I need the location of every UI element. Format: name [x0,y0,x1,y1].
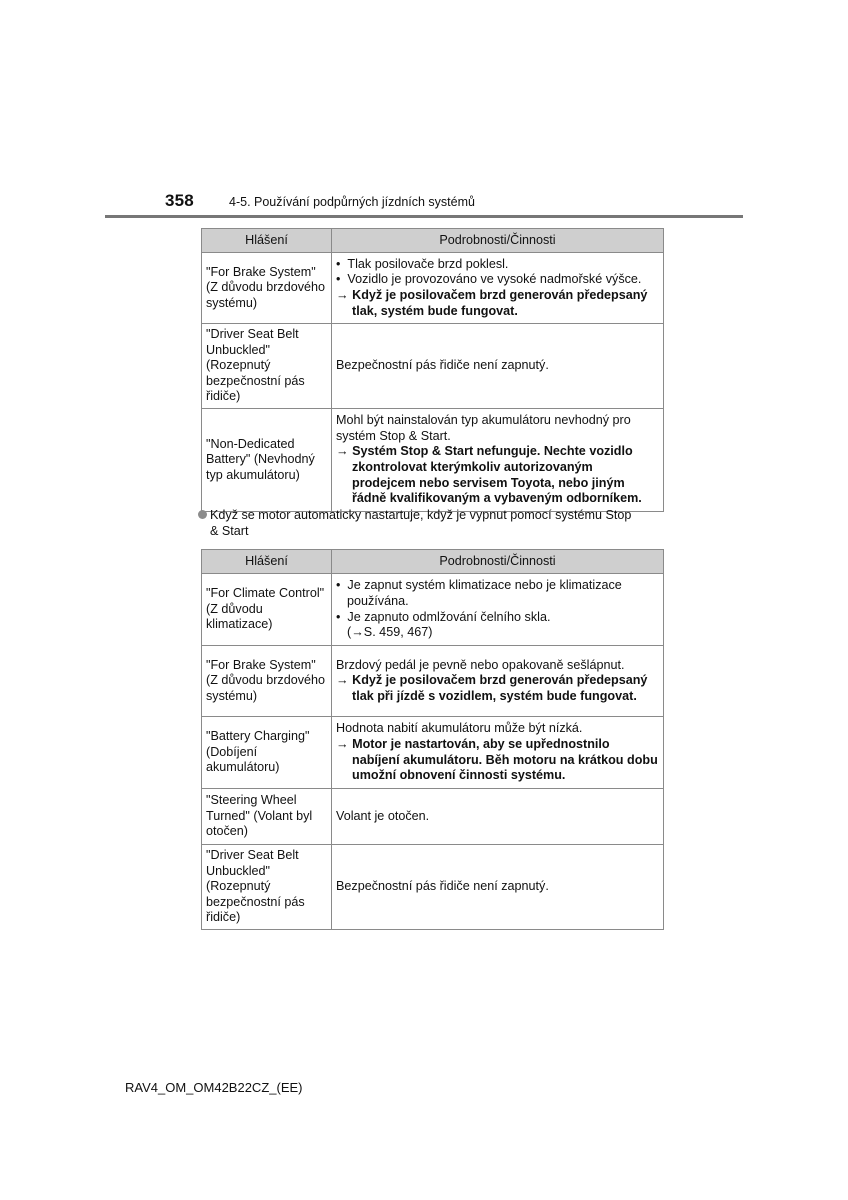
action-item: → Když je posilovačem brzd generován předepsaný tlak, systém bude fungovat. [336,288,648,318]
column-header-message: Hlášení [202,550,332,574]
arrow-icon: → [336,288,349,302]
bullet-item: • Je zapnuto odmlžování čelního skla. [336,609,551,624]
bullet-item: • Vozidlo je provozováno ve vysoké nadmořské výšce. [336,272,642,287]
arrow-icon: → [336,444,349,459]
action-item: → Motor je nastartován, aby se upřednostnilo nabíjení akumulátoru. Běh motoru na krátkou dobu umožní obnovení činnosti systému. [336,736,658,783]
message-cell: "Steering Wheel Turned" (Volant byl otočen) [202,789,332,845]
details-cell: Volant je otočen. [332,789,664,845]
detail-text: Hodnota nabití akumulátoru může být nízká. [336,721,583,736]
bullet-dot-icon [198,510,207,519]
note-paragraph: Když se motor automaticky nastartuje, když je vypnut pomocí systému Stop & Start [198,508,668,539]
header-rule [105,215,743,218]
details-cell: Bezpečnostní pás řidiče není zapnutý. [332,845,664,930]
column-header-details: Podrobnosti/Činnosti [332,550,664,574]
document-code: RAV4_OM_OM42B22CZ_(EE) [125,1080,303,1095]
message-cell: "Battery Charging" (Dobíjení akumulátoru) [202,717,332,789]
details-cell [332,253,664,324]
details-cell [332,408,664,511]
detail-text: Mohl být nainstalován typ akumulátoru nevhodný pro systém Stop & Start. [336,413,631,443]
details-cell: Bezpečnostní pás řidiče není zapnutý. [332,324,664,409]
bullet-item: • Je zapnut systém klimatizace nebo je klimatizace používána. [336,578,622,608]
table-row [202,408,664,511]
message-cell: "For Brake System" (Z důvodu brzdového systému) [202,253,332,324]
table-row [202,253,664,324]
table-row [202,646,664,717]
table-stop-start-messages [201,228,664,512]
arrow-icon: → [336,673,349,688]
table-row [202,324,664,409]
message-cell: "Driver Seat Belt Unbuckled" (Rozepnutý bezpečnostní pás řidiče) [202,324,332,409]
message-cell: "For Climate Control" (Z důvodu klimatizace) [202,574,332,646]
message-cell: "For Brake System" (Z důvodu brzdového systému) [202,646,332,717]
action-item: → Když je posilovačem brzd generován předepsaný tlak při jízdě s vozidlem, systém bude fungovat. [336,673,648,703]
page-number: 358 [165,191,194,210]
table-row [202,574,664,646]
bullet-item: • Tlak posilovače brzd poklesl. [336,256,509,271]
table-header-row [202,229,664,253]
arrow-icon: → [336,736,349,751]
page-reference: (→S. 459, 467) [347,625,433,640]
message-cell: "Non-Dedicated Battery" (Nevhodný typ akumulátoru) [202,408,332,511]
details-cell [332,574,664,646]
table-row [202,717,664,789]
detail-text: Brzdový pedál je pevně nebo opakovaně sešlápnut. [336,657,625,672]
table-header-row [202,550,664,574]
column-header-details: Podrobnosti/Činnosti [332,229,664,253]
section-title: 4-5. Používání podpůrných jízdních systémů [229,195,475,209]
action-item: → Systém Stop & Start nefunguje. Nechte vozidlo zkontrolovat kterýmkoliv autorizovaným prodejcem nebo servisem Toyota, nebo jiným řádně kvalifikovaným a vybaveným odborníkem. [336,444,642,506]
column-header-message: Hlášení [202,229,332,253]
details-cell [332,646,664,717]
details-cell [332,717,664,789]
table-auto-restart-messages [201,549,664,930]
message-cell: "Driver Seat Belt Unbuckled" (Rozepnutý bezpečnostní pás řidiče) [202,845,332,930]
table-row [202,789,664,845]
table-row [202,845,664,930]
